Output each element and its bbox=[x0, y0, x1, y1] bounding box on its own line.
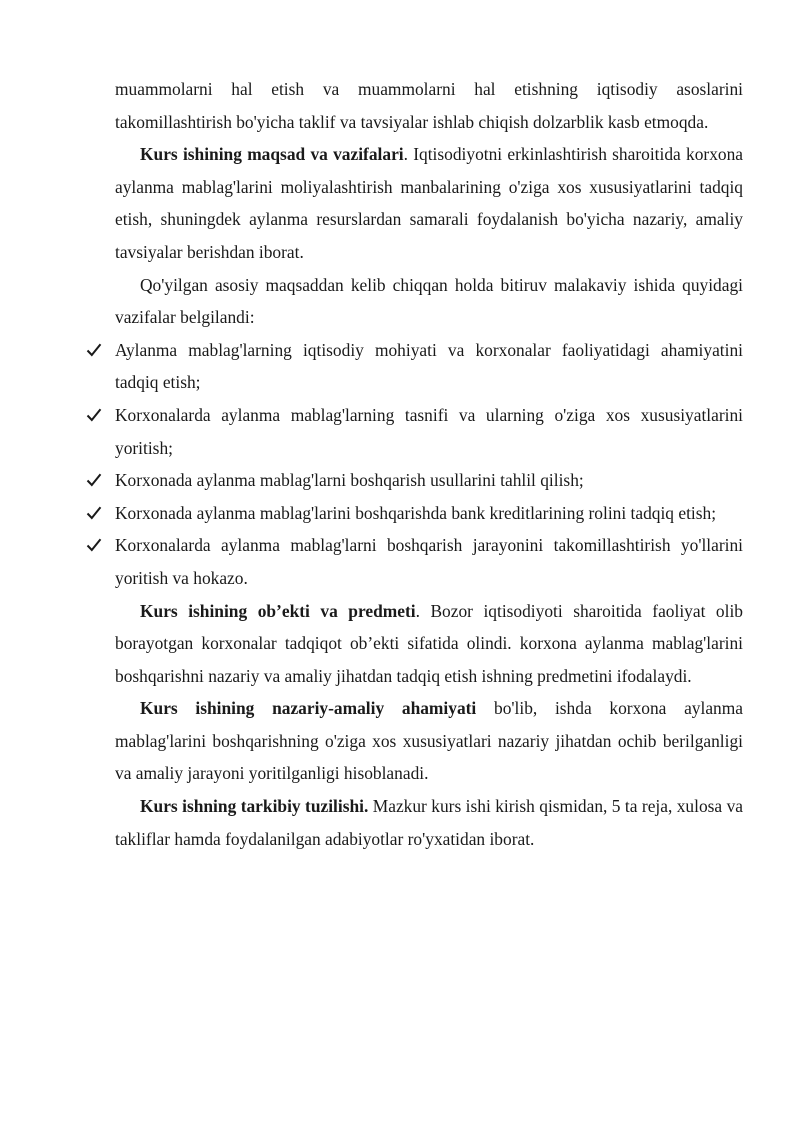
checkmark-icon bbox=[86, 342, 102, 358]
checkmark-icon bbox=[86, 407, 102, 423]
object-heading: Kurs ishining ob’ekti va predmeti bbox=[140, 600, 416, 621]
list-item bbox=[115, 334, 743, 399]
task-text: Korxonada aylanma mablag'larni boshqarish usullarini tahlil qilish; bbox=[115, 470, 584, 491]
document-page bbox=[115, 73, 743, 855]
structure-paragraph bbox=[115, 790, 743, 855]
significance-paragraph bbox=[115, 692, 743, 790]
goal-paragraph bbox=[115, 138, 743, 268]
goal-text: . Iqtisodiyotni erkinlashtirish sharoitida korxona aylanma mablag'larini moliyalashtirish manbalarining o'ziga xos xususiyatlarini tadqiq etish, shuningdek aylanma resurslardan samarali foydalanish bo'yicha nazariy, amaliy tavsiyalar berishdan iborat. bbox=[115, 144, 743, 262]
task-text: Aylanma mablag'larning iqtisodiy mohiyati va korxonalar faoliyatidagi ahamiyatini tadqiq etish; bbox=[115, 339, 743, 393]
structure-text: Mazkur kurs ishi kirish qismidan, 5 ta reja, xulosa va takliflar hamda foydalanilgan adabiyotlar ro'yxatidan iborat. bbox=[115, 796, 743, 849]
object-text: . Bozor iqtisodiyoti sharoitida faoliyat olib borayotgan korxonalar tadqiqot ob’ekti sifatida olindi. korxona aylanma mablag'larini boshqarishni nazariy va amaliy jihatdan tadqiq etish ishning predmetini ifodalaydi. bbox=[115, 600, 743, 686]
list-item bbox=[115, 464, 743, 497]
intro-paragraph: muammolarni hal etish va muammolarni hal etishning iqtisodiy asoslarini takomillashtirish bo'yicha taklif va tavsiyalar ishlab chiqish dolzarblik kasb etmoqda. bbox=[115, 79, 743, 132]
checkmark-icon bbox=[86, 537, 102, 553]
list-item bbox=[115, 529, 743, 594]
goal-heading: Kurs ishining maqsad va vazifalari bbox=[140, 144, 404, 165]
list-item bbox=[115, 399, 743, 464]
structure-heading: Kurs ishning tarkibiy tuzilishi. bbox=[140, 796, 369, 817]
tasks-intro-paragraph: Qo'yilgan asosiy maqsaddan kelib chiqqan holda bitiruv malakaviy ishida quyidagi vazifalar belgilandi: bbox=[115, 274, 743, 328]
significance-text: bo'lib, ishda korxona aylanma mablag'larini boshqarishning o'ziga xos xususiyatlari nazariy jihatdan ochib berilganligi va amaliy jarayoni yoritilganligi hisoblanadi. bbox=[115, 698, 743, 784]
task-text: Korxonada aylanma mablag'larini boshqarishda bank kreditlarining rolini tadqiq etish; bbox=[115, 502, 717, 523]
task-text: Korxonalarda aylanma mablag'larning tasnifi va ularning o'ziga xos xususiyatlarini yoritish; bbox=[115, 404, 743, 458]
checkmark-icon bbox=[86, 472, 102, 488]
tasks-list bbox=[115, 334, 743, 595]
significance-heading: Kurs ishining nazariy-amaliy ahamiyati bbox=[140, 698, 477, 719]
checkmark-icon bbox=[86, 505, 102, 521]
list-item bbox=[115, 497, 743, 530]
task-text: Korxonalarda aylanma mablag'larni boshqarish jarayonini takomillashtirish yo'llarini yoritish va hokazo. bbox=[115, 535, 743, 588]
object-paragraph bbox=[115, 595, 743, 693]
